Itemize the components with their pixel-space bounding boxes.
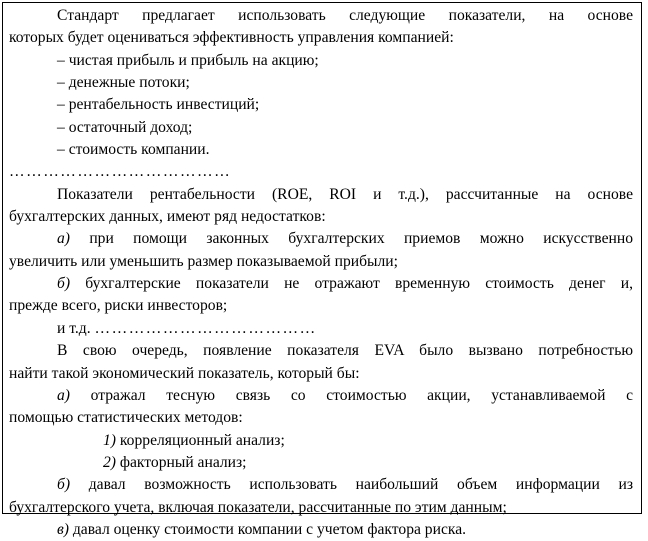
drawback-a-line-2: увеличить или уменьшить размер показываемой прибыли;: [9, 252, 398, 270]
paragraph-profitability-line-2: бухгалтерских данных, имеют ряд недостатков:: [9, 208, 326, 226]
eva-b-line-1: [9, 474, 633, 496]
eva-c-marker: в): [57, 520, 69, 538]
ellipsis-separator-2: …………………………………: [94, 319, 317, 337]
drawback-b-marker: б): [57, 275, 71, 293]
drawback-a-text: при помощи законных бухгалтерских приемов можно искусственно: [70, 230, 633, 248]
paragraph-standard-line-1: Стандарт предлагает использовать следующие показатели, на основе: [57, 7, 633, 24]
ellipsis-separator-1: …………………………………: [9, 163, 232, 181]
eva-a-line-1: [9, 385, 633, 407]
eva-a-text: отражал тесную связь со стоимостью акции, устанавливаемой с: [70, 386, 633, 404]
list-item-residual-income: – остаточный доход;: [57, 118, 193, 136]
method-factor: [9, 452, 633, 474]
drawback-a-marker: а): [57, 230, 70, 248]
paragraph-profitability-line-1: Показатели рентабельности (ROE, ROI и т.д.), рассчитанные на основе: [57, 185, 633, 203]
eva-c-line: [9, 519, 633, 541]
method-1-text: корреляционный анализ;: [116, 431, 285, 449]
drawback-b-line-2: прежде всего, риски инвесторов;: [9, 297, 228, 315]
etc-label: и т.д.: [57, 319, 95, 337]
drawback-a-line-1: [9, 228, 633, 250]
eva-a-line-2: помощью статистических методов:: [9, 409, 243, 427]
document-body: [9, 5, 633, 541]
drawback-b-text: бухгалтерские показатели не отражают временную стоимость денег и,: [70, 275, 633, 293]
eva-b-text: давал возможность использовать наибольший объем информации из: [70, 476, 633, 494]
paragraph-eva-line-2: найти такой экономический показатель, который бы:: [9, 364, 360, 382]
drawback-b-line-1: [9, 273, 633, 295]
method-2-marker: 2): [103, 453, 116, 471]
list-item-company-value: – стоимость компании.: [57, 141, 210, 159]
list-item-roi: – рентабельность инвестиций;: [57, 96, 260, 114]
list-item-net-profit: – чистая прибыль и прибыль на акцию;: [57, 51, 319, 69]
document-frame: [2, 2, 642, 538]
method-2-text: факторный анализ;: [116, 453, 247, 471]
list-item-cash-flows: – денежные потоки;: [57, 74, 190, 92]
eva-b-line-2: бухгалтерского учета, включая показатели, рассчитанные по этим данным;: [9, 498, 507, 516]
paragraph-standard-line-2: которых будет оцениваться эффективность управления компанией:: [9, 29, 454, 47]
method-correlation: [9, 430, 633, 452]
method-1-marker: 1): [103, 431, 116, 449]
etc-line: [9, 318, 633, 340]
eva-a-marker: а): [57, 386, 70, 404]
paragraph-eva-line-1: В свою очередь, появление показателя EVA было вызвано потребностью: [57, 342, 633, 360]
eva-c-text: давал оценку стоимости компании с учетом фактора риска.: [68, 520, 467, 538]
eva-b-marker: б): [57, 476, 71, 494]
